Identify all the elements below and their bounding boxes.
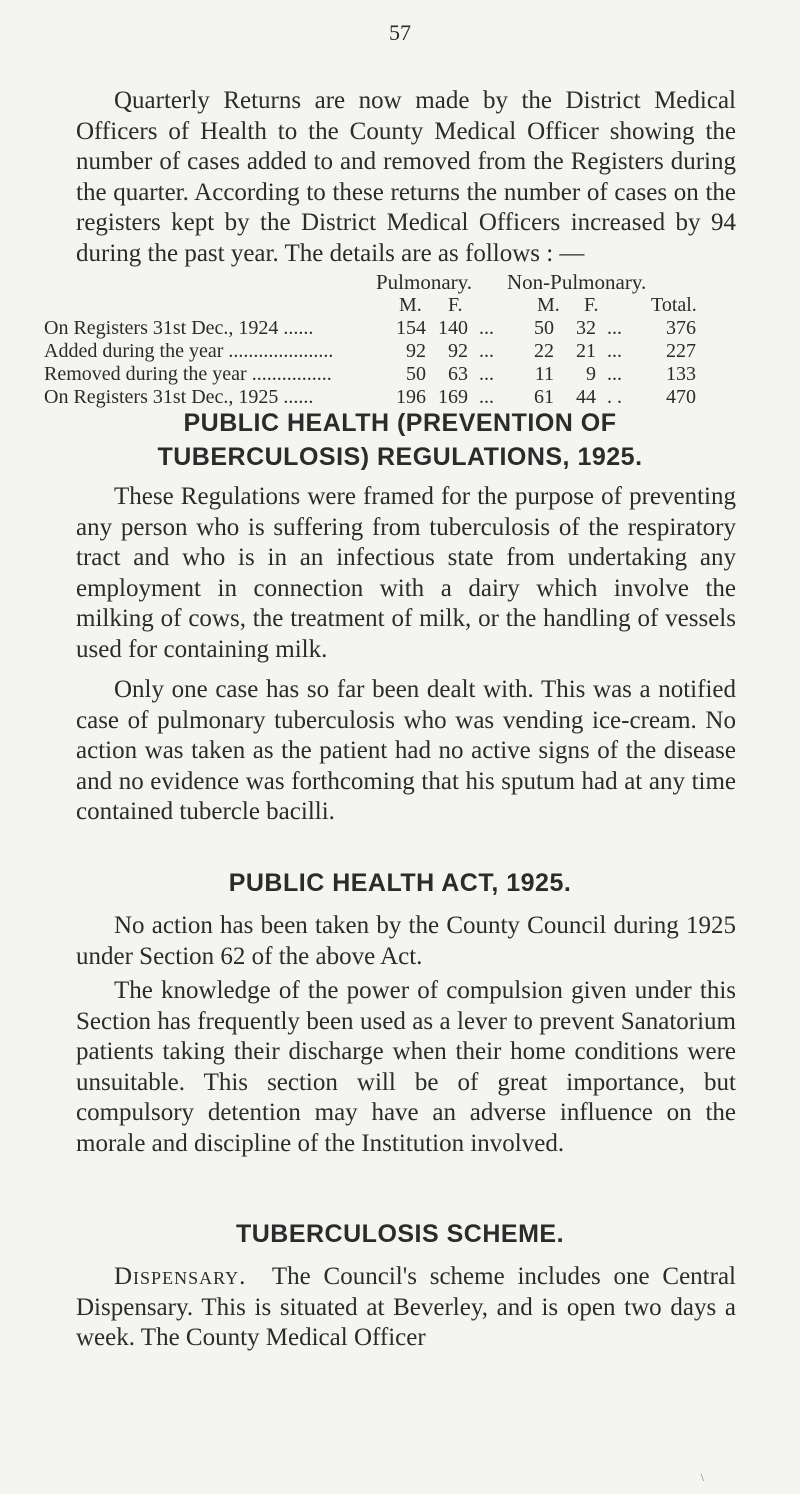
row-label: Added during the year ..................... <box>44 340 334 362</box>
col-total: Total. <box>651 294 697 316</box>
col-non-pulmonary-f: F. <box>584 294 599 316</box>
heading-line: TUBERCULOSIS) REGULATIONS, 1925. <box>157 443 643 471</box>
table-row <box>44 363 764 386</box>
group-non-pulmonary: Non-Pulmonary. <box>507 270 647 294</box>
cell-non-pulmonary-f: 21 <box>576 340 596 362</box>
cell-pulmonary-f: 63 <box>448 363 468 385</box>
paragraph-quarterly-returns: Quarterly Returns are now made by the District Medical Officers of Health to the County Medical Officer showing the number of cases added to and removed from the Registers during the quarter. According to these returns the number of cases on the registers kept by the District Medical Officers increased by 94 during the past year. The details are as follows : — <box>76 87 736 267</box>
page-mark: \ <box>700 1470 704 1484</box>
paragraph-text: The Council's scheme includes one Central Dispensary. This is situated at Beverley, and is open two days a week. The County Medical Officer <box>76 1263 736 1351</box>
section-heading: PUBLIC HEALTH ACT, 1925. <box>228 869 572 897</box>
cell-pulmonary-m: 196 <box>396 386 426 408</box>
leader-dots: ... <box>607 317 622 339</box>
section-heading <box>60 406 740 474</box>
section-heading: TUBERCULOSIS SCHEME. <box>235 1220 565 1248</box>
leader-dots: . . <box>607 386 622 408</box>
cell-total: 376 <box>666 317 696 339</box>
cell-non-pulmonary-f: 9 <box>586 363 596 385</box>
group-pulmonary: Pulmonary. <box>376 270 473 294</box>
leader-dots: ... <box>479 386 494 408</box>
paragraph-no-action: No action has been taken by the County Council during 1925 under Section 62 of the above Act. <box>76 912 736 970</box>
cell-pulmonary-f: 92 <box>448 340 468 362</box>
table-row <box>44 317 764 340</box>
cell-non-pulmonary-f: 32 <box>576 317 596 339</box>
paragraph-dispensary <box>76 1262 736 1354</box>
cell-pulmonary-m: 92 <box>406 340 426 362</box>
leader-dots: ... <box>479 317 494 339</box>
table-row <box>44 340 764 363</box>
leader-dots: ... <box>607 340 622 362</box>
cell-non-pulmonary-m: 11 <box>534 363 554 385</box>
leader-dots: ... <box>479 363 494 385</box>
col-pulmonary-f: F. <box>448 294 463 316</box>
cell-non-pulmonary-m: 50 <box>534 317 554 339</box>
paragraph-regulations: These Regulations were framed for the purpose of preventing any person who is suffering from tuberculosis of the respiratory tract and who is in an infectious state from undertaking any employment in connection with a dairy which involve the milking of cows, the treatment of milk, or the handling of vessels used for containing milk. <box>76 483 736 663</box>
cell-total: 133 <box>666 363 696 385</box>
heading-line: PUBLIC HEALTH (PREVENTION OF <box>183 409 617 437</box>
cell-non-pulmonary-m: 22 <box>534 340 554 362</box>
cell-non-pulmonary-m: 61 <box>534 386 554 408</box>
cell-pulmonary-m: 154 <box>396 317 426 339</box>
col-non-pulmonary-m: M. <box>537 294 560 316</box>
run-in-heading: Dispensary. <box>114 1263 247 1290</box>
leader-dots: ... <box>607 363 622 385</box>
table-group-header-row <box>44 271 764 294</box>
cell-non-pulmonary-f: 44 <box>576 386 596 408</box>
cell-total: 227 <box>666 340 696 362</box>
paragraph-one-case: Only one case has so far been dealt with. This was a notified case of pulmonary tuberculosis who was vending ice-cream. No action was taken as the patient had no active signs of the disease and no evidence was forthcoming that his sputum had at any time contained tubercle bacilli. <box>76 676 736 825</box>
row-label: On Registers 31st Dec., 1924 ...... <box>44 317 314 339</box>
cell-pulmonary-f: 169 <box>438 386 468 408</box>
cell-pulmonary-f: 140 <box>438 317 468 339</box>
col-pulmonary-m: M. <box>399 294 422 316</box>
leader-dots: ... <box>479 340 494 362</box>
cell-pulmonary-m: 50 <box>406 363 426 385</box>
paragraph-compulsion: The knowledge of the power of compulsion given under this Section has frequently been used as a lever to prevent Sanatorium patients taking their discharge when their home conditions were unsuitable. This section will be of great importance, but compulsory detention may have an adverse influence on the morale and discipline of the Institution involved. <box>76 977 736 1157</box>
table-column-header-row <box>44 294 764 317</box>
returns-table <box>44 271 764 409</box>
cell-total: 470 <box>666 386 696 408</box>
page-number: 57 <box>389 20 411 45</box>
row-label: Removed during the year ................ <box>44 363 332 385</box>
row-label: On Registers 31st Dec., 1925 ...... <box>44 386 314 408</box>
